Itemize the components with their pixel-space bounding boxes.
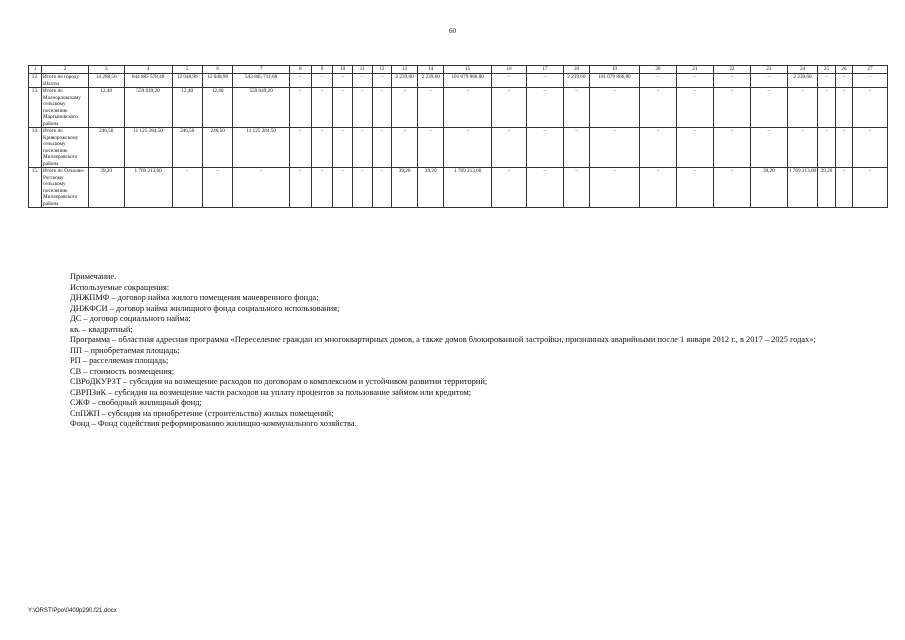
table-cell: 12 048,96 bbox=[202, 74, 232, 88]
table-cell: – bbox=[372, 128, 392, 168]
column-header: 25 bbox=[818, 66, 835, 74]
table-cell: 39,20 bbox=[88, 168, 124, 208]
table-cell: – bbox=[818, 74, 835, 88]
table-cell: – bbox=[639, 74, 676, 88]
table-row bbox=[29, 88, 888, 128]
table-cell: 246,50 bbox=[88, 128, 124, 168]
column-header: 9 bbox=[311, 66, 333, 74]
column-header: 16 bbox=[492, 66, 527, 74]
column-header: 14 bbox=[418, 66, 444, 74]
table-cell: – bbox=[787, 88, 817, 128]
column-header: 13 bbox=[392, 66, 418, 74]
table-cell: – bbox=[526, 88, 563, 128]
table-cell: – bbox=[676, 168, 713, 208]
table-cell: – bbox=[289, 168, 311, 208]
table-cell: – bbox=[492, 74, 527, 88]
table-cell: – bbox=[352, 168, 372, 208]
table-cell: – bbox=[713, 74, 750, 88]
table-cell: – bbox=[372, 74, 392, 88]
table-cell: – bbox=[526, 168, 563, 208]
table-cell: 543 805 711,68 bbox=[233, 74, 290, 88]
table-cell: – bbox=[853, 128, 888, 168]
table-cell: 644 885 578,48 bbox=[124, 74, 172, 88]
column-header: 17 bbox=[526, 66, 563, 74]
note-line: СВ – стоимость возмещения; bbox=[70, 366, 175, 376]
table-cell: – bbox=[233, 168, 290, 208]
column-header: 1 bbox=[29, 66, 42, 74]
column-header: 15 bbox=[444, 66, 492, 74]
table-cell: 12. bbox=[29, 74, 42, 88]
table-header-row bbox=[29, 66, 888, 74]
column-header: 20 bbox=[639, 66, 676, 74]
table-cell: 13. bbox=[29, 88, 42, 128]
table-cell: 12,40 bbox=[202, 88, 232, 128]
table-cell: 1 769 213,60 bbox=[444, 168, 492, 208]
table-cell: – bbox=[352, 128, 372, 168]
table-cell: – bbox=[787, 128, 817, 168]
table-cell: 11 125 284,50 bbox=[233, 128, 290, 168]
table-cell: 101 079 866,80 bbox=[444, 74, 492, 88]
table-cell: 1 769 213,60 bbox=[787, 168, 817, 208]
note-line: Фонд – Фонд содействия реформированию жилищно-коммунального хозяйства. bbox=[70, 419, 357, 428]
column-header: 4 bbox=[124, 66, 172, 74]
table-cell: – bbox=[818, 88, 835, 128]
table-cell: – bbox=[750, 88, 787, 128]
table-cell: – bbox=[311, 88, 333, 128]
table-cell: – bbox=[444, 88, 492, 128]
table-cell: – bbox=[289, 88, 311, 128]
table-cell: – bbox=[311, 168, 333, 208]
table-cell: – bbox=[392, 128, 418, 168]
column-header: 2 bbox=[42, 66, 89, 74]
table-row bbox=[29, 168, 888, 208]
table-cell: – bbox=[853, 88, 888, 128]
table-cell: – bbox=[639, 168, 676, 208]
table-cell: – bbox=[289, 74, 311, 88]
table-cell: – bbox=[835, 128, 852, 168]
table-cell: – bbox=[713, 88, 750, 128]
table-cell: Итого по Ольхово-Рогскому сельскому поселению Миллеровского района bbox=[42, 168, 89, 208]
note-line: ДНЖПМФ – договор найма жилого помещения маневренного фонда; bbox=[70, 293, 319, 302]
table-cell: – bbox=[172, 168, 202, 208]
table-cell: – bbox=[835, 88, 852, 128]
table-cell: – bbox=[853, 74, 888, 88]
table-cell: – bbox=[311, 74, 333, 88]
column-header: 5 bbox=[172, 66, 202, 74]
table-cell: 559 649,20 bbox=[124, 88, 172, 128]
note-line: ПП – приобретаемая площадь; bbox=[70, 345, 180, 355]
table-cell: – bbox=[713, 168, 750, 208]
note-line: ДС – договор социального найма; bbox=[70, 314, 191, 323]
table-cell: – bbox=[853, 168, 888, 208]
table-cell: Итого по Малоорловскому сельскому поселению Мартыновского района bbox=[42, 88, 89, 128]
note-line: РП – расселяемая площадь; bbox=[70, 356, 169, 365]
table-cell: Итого по Криворожскому сельскому поселению Миллеровского района bbox=[42, 128, 89, 168]
column-header: 18 bbox=[563, 66, 589, 74]
table-cell: – bbox=[750, 74, 787, 88]
table-cell: – bbox=[750, 128, 787, 168]
table-cell: – bbox=[526, 74, 563, 88]
table-cell: – bbox=[563, 168, 589, 208]
table-cell: – bbox=[639, 128, 676, 168]
column-header: 11 bbox=[352, 66, 372, 74]
table-row bbox=[29, 74, 888, 88]
table-cell: 14. bbox=[29, 128, 42, 168]
table-cell: 12,40 bbox=[172, 88, 202, 128]
table-cell: – bbox=[639, 88, 676, 128]
column-header: 27 bbox=[853, 66, 888, 74]
note-line: кв. – квадратный; bbox=[70, 324, 133, 334]
table-cell: 1 769 213,60 bbox=[124, 168, 172, 208]
table-body bbox=[29, 74, 888, 208]
table-cell: – bbox=[563, 128, 589, 168]
note-line: СпПЖП – субсидия на приобретение (строительство) жилых помещений; bbox=[70, 408, 334, 418]
table-cell: 39,20 bbox=[392, 168, 418, 208]
note-line: Примечание. bbox=[70, 272, 117, 281]
table-cell: – bbox=[444, 128, 492, 168]
table-cell: – bbox=[676, 128, 713, 168]
note-line: СВРоДКУРЗТ – субсидия на возмещение расходов по договорам о комплексном и устойчивом развитии территорий; bbox=[70, 377, 488, 386]
table-cell: – bbox=[311, 128, 333, 168]
column-header: 12 bbox=[372, 66, 392, 74]
table-cell: – bbox=[372, 168, 392, 208]
table-cell: 246,50 bbox=[202, 128, 232, 168]
table-cell: – bbox=[352, 88, 372, 128]
table-cell: 39,20 bbox=[750, 168, 787, 208]
data-table bbox=[28, 65, 888, 208]
table-cell: – bbox=[835, 74, 852, 88]
column-header: 22 bbox=[713, 66, 750, 74]
column-header: 26 bbox=[835, 66, 852, 74]
table-cell: 2 239,60 bbox=[563, 74, 589, 88]
note-line: ДНЖФСИ – договор найма жилищного фонда социального использования; bbox=[70, 303, 340, 313]
table-cell: – bbox=[835, 168, 852, 208]
column-header: 6 bbox=[202, 66, 232, 74]
table-cell: – bbox=[352, 74, 372, 88]
table-cell: – bbox=[526, 128, 563, 168]
table-cell: – bbox=[713, 128, 750, 168]
column-header: 24 bbox=[787, 66, 817, 74]
column-header: 3 bbox=[88, 66, 124, 74]
table-cell: – bbox=[563, 88, 589, 128]
table-cell: 14 288,56 bbox=[88, 74, 124, 88]
table-cell: – bbox=[589, 88, 639, 128]
table-cell: – bbox=[492, 88, 527, 128]
table-cell: – bbox=[333, 74, 353, 88]
table-cell: 559 649,20 bbox=[233, 88, 290, 128]
column-header: 7 bbox=[233, 66, 290, 74]
notes-section bbox=[28, 272, 888, 430]
note-line: Используемые сокращения: bbox=[70, 282, 170, 292]
column-header: 10 bbox=[333, 66, 353, 74]
table-cell: – bbox=[676, 74, 713, 88]
table-cell: – bbox=[333, 168, 353, 208]
column-header: 19 bbox=[589, 66, 639, 74]
column-header: 23 bbox=[750, 66, 787, 74]
table-cell: – bbox=[202, 168, 232, 208]
table-cell: 39,20 bbox=[818, 168, 835, 208]
table-cell: – bbox=[589, 168, 639, 208]
table-cell: – bbox=[492, 168, 527, 208]
note-line: СВРПЗиК – субсидия на возмещение части расходов на уплату процентов за пользование займом или кредитом; bbox=[70, 387, 472, 397]
table-cell: – bbox=[392, 88, 418, 128]
table-cell: – bbox=[289, 128, 311, 168]
table-cell: 12,40 bbox=[88, 88, 124, 128]
table-cell: – bbox=[333, 88, 353, 128]
table-cell: 11 125 284,50 bbox=[124, 128, 172, 168]
table-cell: 12 048,96 bbox=[172, 74, 202, 88]
table-cell: 246,50 bbox=[172, 128, 202, 168]
table-cell: – bbox=[676, 88, 713, 128]
table-cell: – bbox=[818, 128, 835, 168]
table-cell: 2 239,60 bbox=[418, 74, 444, 88]
table-cell: 15. bbox=[29, 168, 42, 208]
table-row bbox=[29, 128, 888, 168]
file-path-footer: Y:\ORST\Ppo\0409p290.f21.docx bbox=[28, 608, 117, 614]
note-line: СЖФ – свободный жилищный фонд; bbox=[70, 398, 202, 407]
table-cell: 2 239,60 bbox=[392, 74, 418, 88]
table-cell: Итого по городу Шахты bbox=[42, 74, 89, 88]
table-cell: 39,20 bbox=[418, 168, 444, 208]
column-header: 8 bbox=[289, 66, 311, 74]
table-cell: – bbox=[418, 128, 444, 168]
table-cell: – bbox=[372, 88, 392, 128]
note-line: Программа – областная адресная программа «Переселение граждан из многоквартирных домов, а также домов блокированной застройки, признанных аварийными после 1 января 2012 г., в 2017 – 2025 годах»; bbox=[70, 335, 816, 344]
column-header: 21 bbox=[676, 66, 713, 74]
table-cell: – bbox=[418, 88, 444, 128]
table-cell: – bbox=[333, 128, 353, 168]
table-cell: 2 239,60 bbox=[787, 74, 817, 88]
table-cell: – bbox=[492, 128, 527, 168]
table-cell: 101 079 866,80 bbox=[589, 74, 639, 88]
table-cell: – bbox=[589, 128, 639, 168]
page-number: 60 bbox=[449, 27, 456, 35]
